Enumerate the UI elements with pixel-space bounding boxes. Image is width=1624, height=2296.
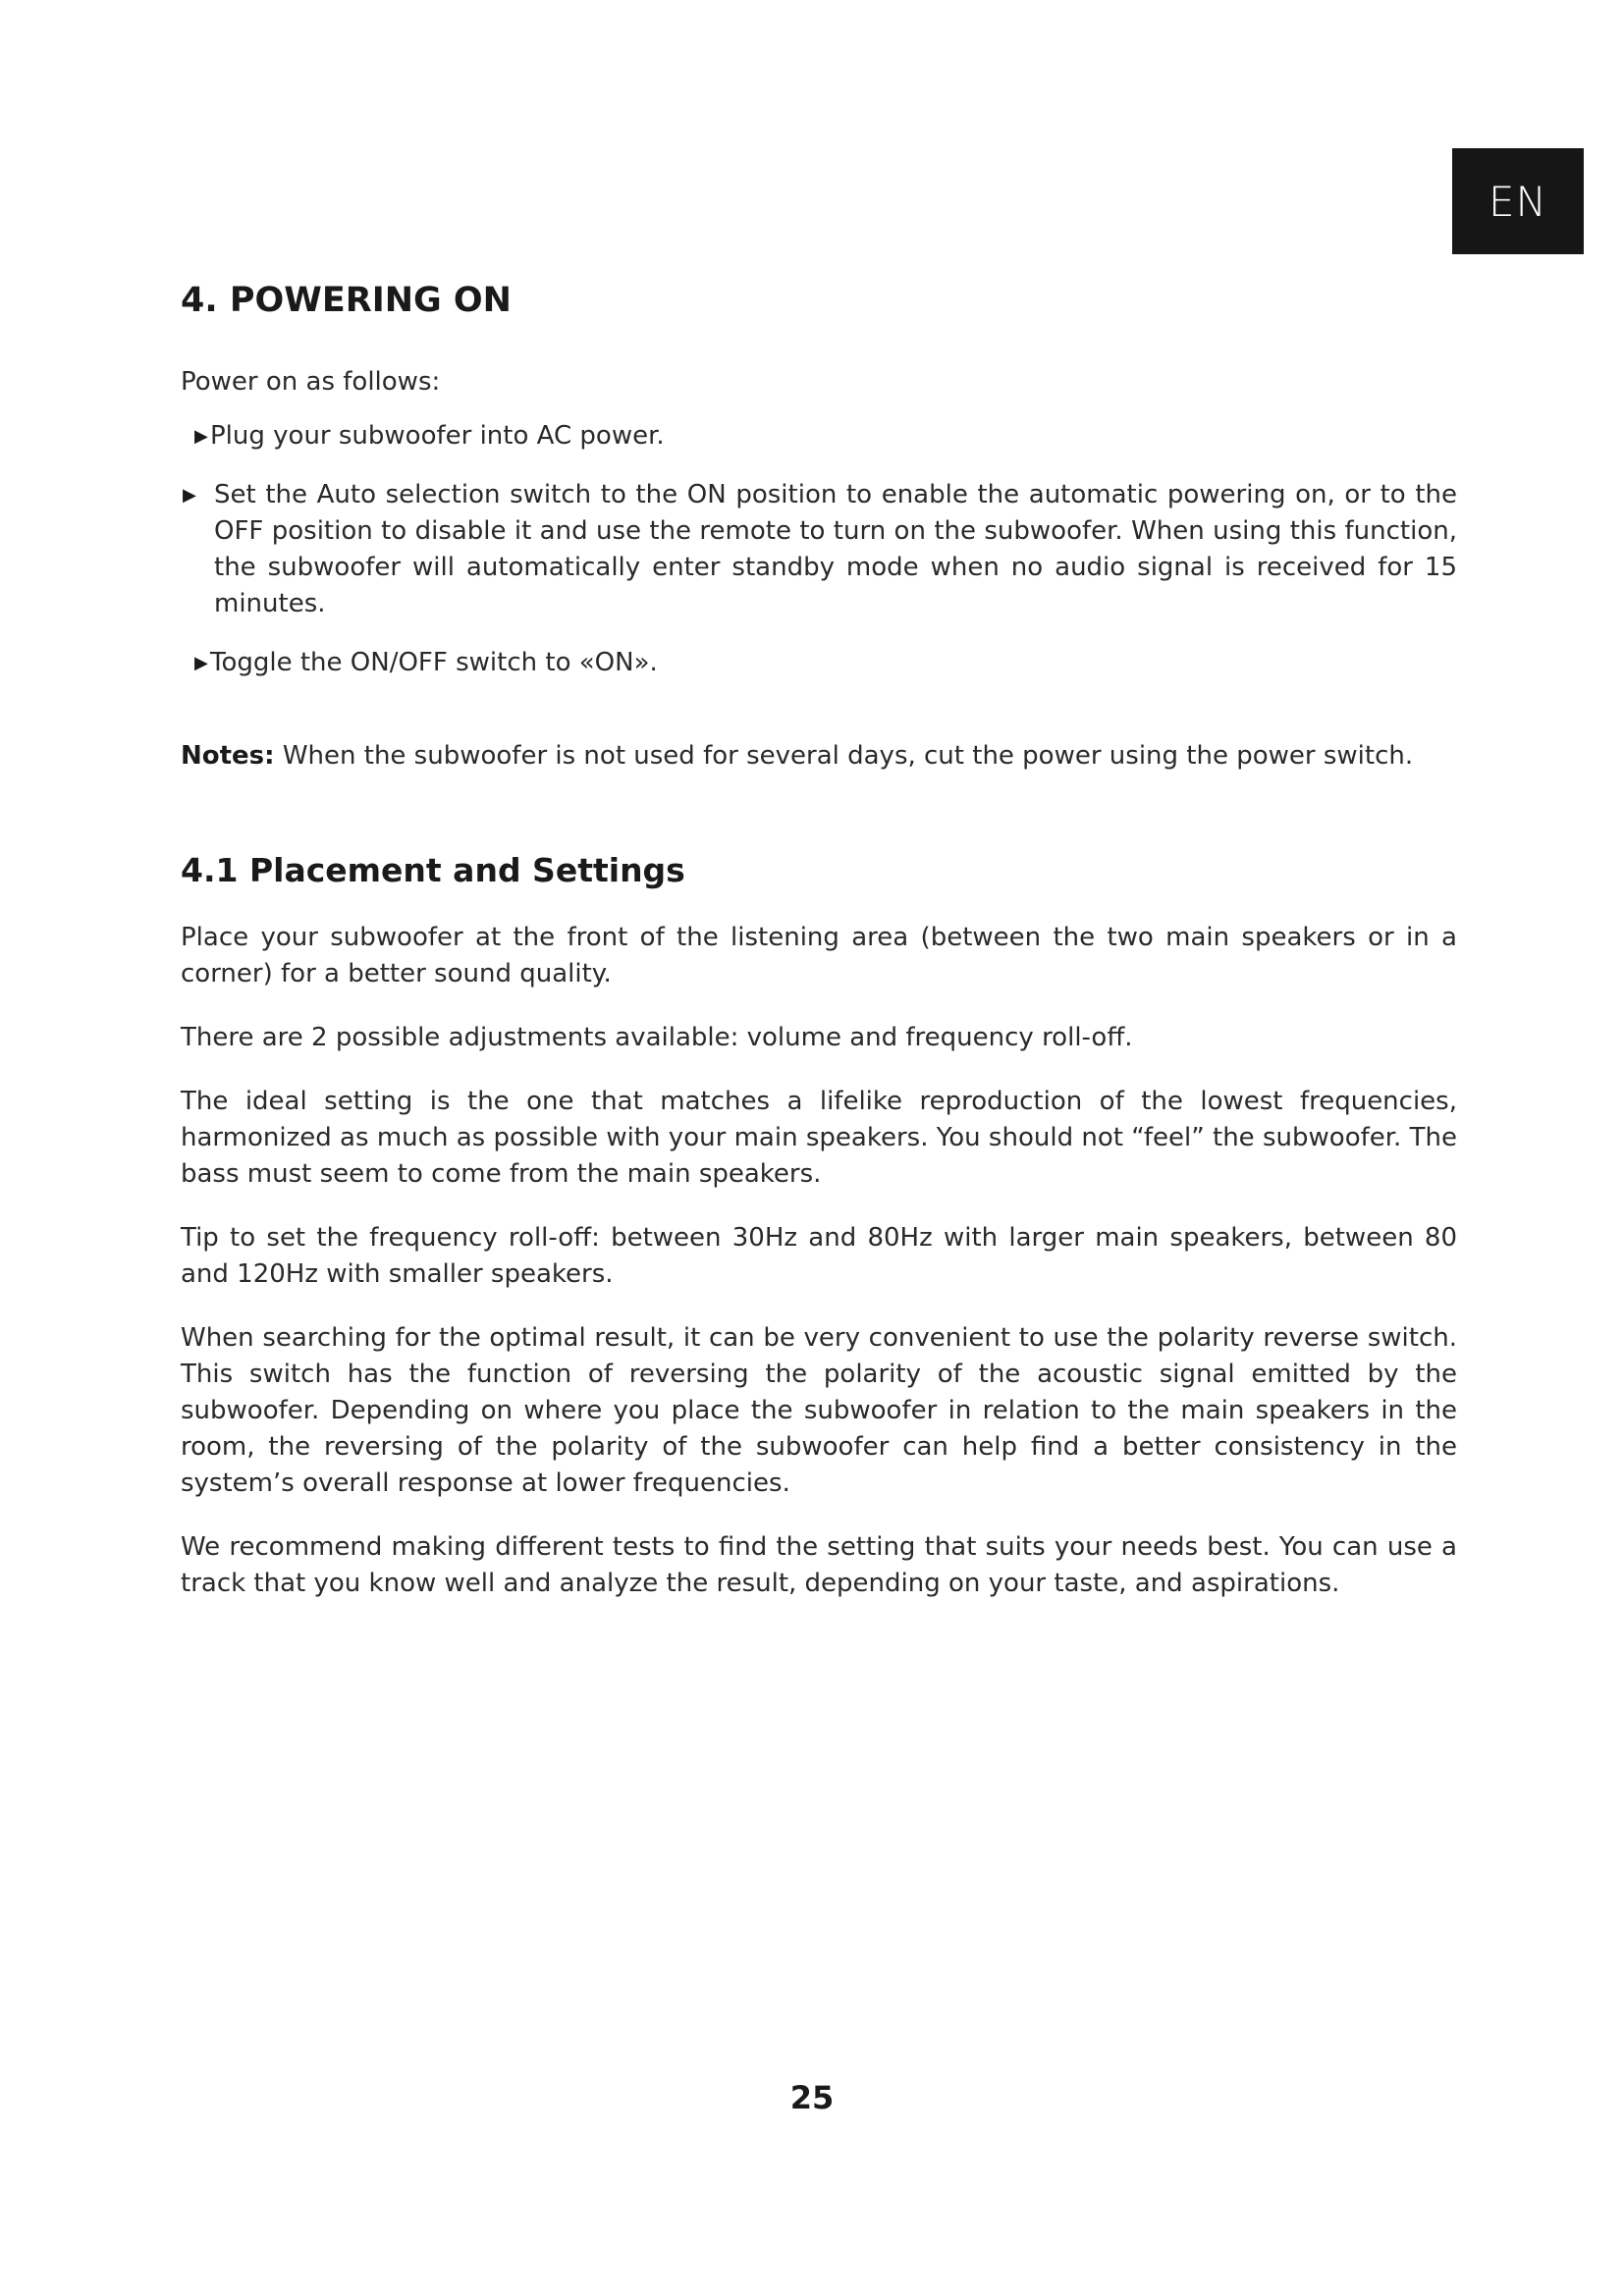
section-intro: Power on as follows: [181,367,441,397]
page-number: 25 [789,2079,835,2116]
bullet-text: Toggle the ON/OFF switch to «ON». [210,648,658,677]
notes-text: When the subwoofer is not used for several days, cut the power using the power switch. [274,741,1414,771]
triangle-bullet-icon: ▶ [194,653,208,673]
section-title: 4. POWERING ON [181,281,512,320]
paragraph-ideal-setting: The ideal setting is the one that matches a lifelike reproduction of the lowest frequencies, harmonized as much as possible with your main speakers. You should not “feel” the subwoofer. The bass must seem to come from the main speakers. [181,1086,1457,1189]
paragraph-adjustments: There are 2 possible adjustments available: volume and frequency roll-off. [181,1022,1133,1052]
bullet-text: Set the Auto selection switch to the ON position to enable the automatic powering on, or to the OFF position to disable it and use the remote to turn on the subwoofer. When using this function, the subwoofer will automatically enter standby mode when no audio signal is received for 15 minutes. [214,480,1457,618]
power-on-steps [181,418,1457,681]
list-item [181,645,1457,681]
bullet-text: Plug your subwoofer into AC power. [210,421,665,451]
paragraph-recommendation: We recommend making different tests to find the setting that suits your needs best. You can use a track that you know well and analyze the result, depending on your taste, and aspirations. [181,1531,1457,1598]
list-item [181,477,1457,622]
paragraph-placement: Place your subwoofer at the front of the listening area (between the two main speakers or in a corner) for a better sound quality. [181,922,1457,988]
triangle-bullet-icon: ▶ [183,485,196,506]
subsection-title: 4.1 Placement and Settings [181,851,685,889]
language-tab: EN [1452,148,1584,254]
paragraph-polarity: When searching for the optimal result, it can be very convenient to use the polarity reverse switch. This switch has the function of reversing the polarity of the acoustic signal emitted by the subwoofer. Depending on where you place the subwoofer in relation to the main speakers in the room, the reversing of the polarity of the subwoofer can help find a better consistency in the system’s overall response at lower frequencies. [181,1322,1457,1498]
list-item [181,418,1457,454]
triangle-bullet-icon: ▶ [194,426,208,447]
paragraph-roll-off-tip: Tip to set the frequency roll-off: between 30Hz and 80Hz with larger main speakers, between 80 and 120Hz with smaller speakers. [181,1222,1457,1289]
notes-label: Notes: [181,741,275,771]
page-content [181,280,1457,1629]
notes-paragraph [181,738,1457,774]
